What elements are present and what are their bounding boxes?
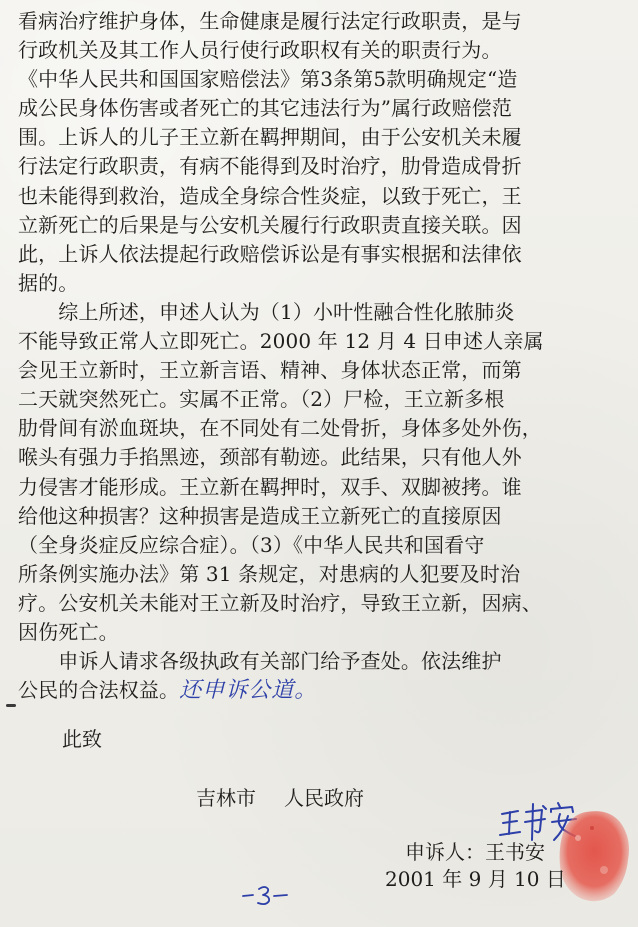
recipient-city: 吉林市 [196, 786, 256, 810]
letter-date: 2001 年 9 月 10 日 [385, 867, 566, 891]
page-number [241, 880, 289, 908]
body-line: 立新死亡的后果是与公安机关履行行政职责直接关联。因 [18, 212, 522, 237]
body-line: （全身炎症反应综合症）。（3）《中华人民共和国看守 [18, 532, 485, 557]
body-line: 综上所述，申述人认为（1）小叶性融合性化脓肺炎 [18, 299, 515, 324]
recipient-org: 人民政府 [284, 786, 364, 810]
body-line: 成公民身体伤害或者死亡的其它违法行为”属行政赔偿范 [18, 96, 512, 121]
body-line: 给他这种损害？这种损害是造成王立新死亡的直接原因 [18, 503, 502, 528]
handwritten-note: 还申诉公道。 [179, 678, 318, 704]
body-line: 不能导致正常人立即死亡。2000 年 12 月 4 日申述人亲属 [18, 329, 544, 354]
body-line: 围。上诉人的儿子王立新在羁押期间，由于公安机关未履 [18, 125, 522, 150]
body-line: 会见王立新时，王立新言语、精神、身体状态正常，而第 [18, 358, 522, 383]
body-line: 此，上诉人依法提起行政赔偿诉讼是有事实根据和法律依 [18, 241, 522, 266]
petitioner-label: 申诉人： [405, 840, 485, 864]
body-line: 因伤死亡。 [18, 619, 119, 644]
letter-body [18, 7, 620, 705]
petitioner-name: 王书安 [485, 840, 545, 864]
body-line: 看病治疗维护身体，生命健康是履行法定行政职责，是与 [18, 9, 522, 33]
body-line: 喉头有强力手掐黑迹，颈部有勒迹。此结果，只有他人外 [18, 445, 522, 470]
body-line-final [18, 676, 620, 705]
body-line: 肋骨间有淤血斑块，在不同处有二处骨折，身体多处外伤， [18, 416, 542, 441]
body-line: 所条例实施办法》第 31 条规定，对患病的人犯要及时治 [18, 561, 521, 586]
stray-ink-mark [6, 704, 16, 707]
salutation: 此致 [62, 727, 102, 751]
body-line: 申诉人请求各级执政有关部门给予查处。依法维护 [18, 649, 502, 674]
body-line: 疗。公安机关未能对王立新及时治疗，导致王立新，因病、 [18, 590, 542, 615]
body-line: 也未能得到救治，造成全身综合性炎症，以致于死亡，王 [18, 183, 522, 208]
body-line: 《中华人民共和国国家赔偿法》第3条第5款明确规定“造 [18, 67, 518, 92]
body-line: 据的。 [18, 270, 79, 295]
body-line: 二天就突然死亡。实属不正常。（2）尸检，王立新多根 [18, 387, 505, 412]
body-line-text: 公民的合法权益。 [18, 678, 180, 703]
body-line: 力侵害才能形成。王立新在羁押时，双手、双脚被拷。谁 [18, 474, 522, 499]
petitioner [405, 836, 545, 865]
body-line: 行政机关及其工作人员行使行政职权有关的职责行为。 [18, 38, 502, 63]
body-line: 行法定行政职责，有病不能得到及时治疗，肋骨造成骨折 [18, 154, 522, 179]
recipient [196, 782, 364, 811]
red-seal-stamp [556, 808, 632, 904]
